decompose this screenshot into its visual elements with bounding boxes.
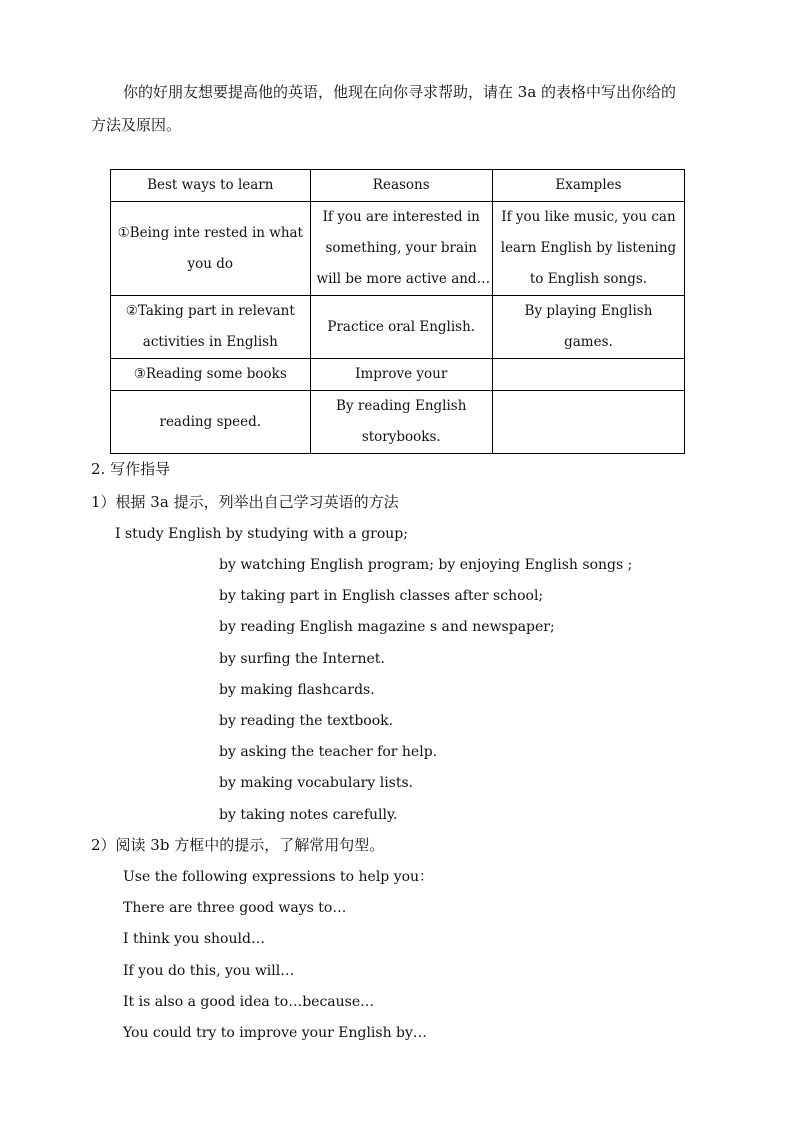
list-item: If you do this, you will…: [123, 963, 295, 979]
cell-text: you do: [187, 255, 234, 272]
list-item: by reading the textbook.: [219, 713, 394, 729]
cell-text: learn English by listening: [500, 240, 677, 256]
cell-text: ①Being inte rested in what: [117, 224, 303, 241]
example-cell: [492, 359, 684, 391]
cell-text: storybooks.: [361, 429, 441, 445]
list-item: by watching English program; by enjoying English songs ;: [219, 557, 633, 573]
cell-text: By reading English: [336, 398, 467, 414]
way-cell: [111, 296, 311, 359]
cell-text: If you like music, you can: [501, 209, 676, 225]
list-item: by surfing the Internet.: [219, 651, 385, 667]
cell-text: Practice oral English.: [327, 318, 476, 335]
part-1-heading: 1）根据 3a 提示，列举出自己学习英语的方法: [91, 493, 399, 511]
section-2-heading: 2. 写作指导: [91, 460, 171, 478]
header-reasons: Reasons: [310, 170, 492, 202]
cell-text: ③Reading some books: [133, 366, 287, 382]
list-item: by making vocabulary lists.: [219, 775, 414, 791]
list-item: by making flashcards.: [219, 682, 375, 698]
list-item: Use the following expressions to help you：: [123, 869, 434, 885]
cell-text: games.: [564, 334, 613, 350]
intro-line-1: 你的好朋友想要提高他的英语，他现在向你寻求帮助，请在 3a 的表格中写出你给的: [123, 83, 677, 101]
reason-cell: [310, 202, 492, 296]
methods-table: [110, 169, 685, 454]
part-1-first-line: I study English by studying with a group;: [115, 526, 408, 542]
list-item: by asking the teacher for help.: [219, 744, 438, 760]
header-ways: Best ways to learn: [111, 170, 311, 202]
reason-cell: [310, 359, 492, 391]
header-examples: Examples: [492, 170, 684, 202]
list-item: by taking notes carefully.: [219, 807, 398, 823]
cell-text: to English songs.: [529, 271, 648, 287]
reason-cell: [310, 296, 492, 359]
list-item: There are three good ways to…: [123, 900, 347, 916]
cell-text: ②Taking part in relevant: [125, 303, 295, 319]
table-row: [111, 391, 685, 454]
cell-text: Improve your: [355, 366, 448, 382]
list-item: It is also a good idea to…because…: [123, 994, 375, 1010]
cell-text: If you are interested in: [322, 209, 480, 225]
table-row: [111, 359, 685, 391]
list-item: by reading English magazine s and newspaper;: [219, 619, 555, 635]
list-item: I think you should…: [123, 931, 265, 947]
way-cell: [111, 391, 311, 454]
table-row: [111, 202, 685, 296]
way-cell: [111, 359, 311, 391]
part-2-heading: 2）阅读 3b 方框中的提示，了解常用句型。: [91, 836, 385, 854]
table-row: [111, 296, 685, 359]
cell-text: something, your brain: [325, 240, 478, 256]
example-cell: [492, 391, 684, 454]
cell-text: reading speed.: [159, 413, 262, 430]
intro-line-2: 方法及原因。: [91, 116, 182, 134]
cell-text: activities in English: [142, 334, 278, 350]
list-item: You could try to improve your English by…: [123, 1025, 427, 1041]
cell-text: By playing English: [524, 303, 653, 319]
example-cell: [492, 296, 684, 359]
table-header-row: [111, 170, 685, 202]
list-item: by taking part in English classes after school;: [219, 588, 544, 604]
cell-text: will be more active and…: [316, 271, 491, 287]
way-cell: [111, 202, 311, 296]
reason-cell: [310, 391, 492, 454]
example-cell: [492, 202, 684, 296]
